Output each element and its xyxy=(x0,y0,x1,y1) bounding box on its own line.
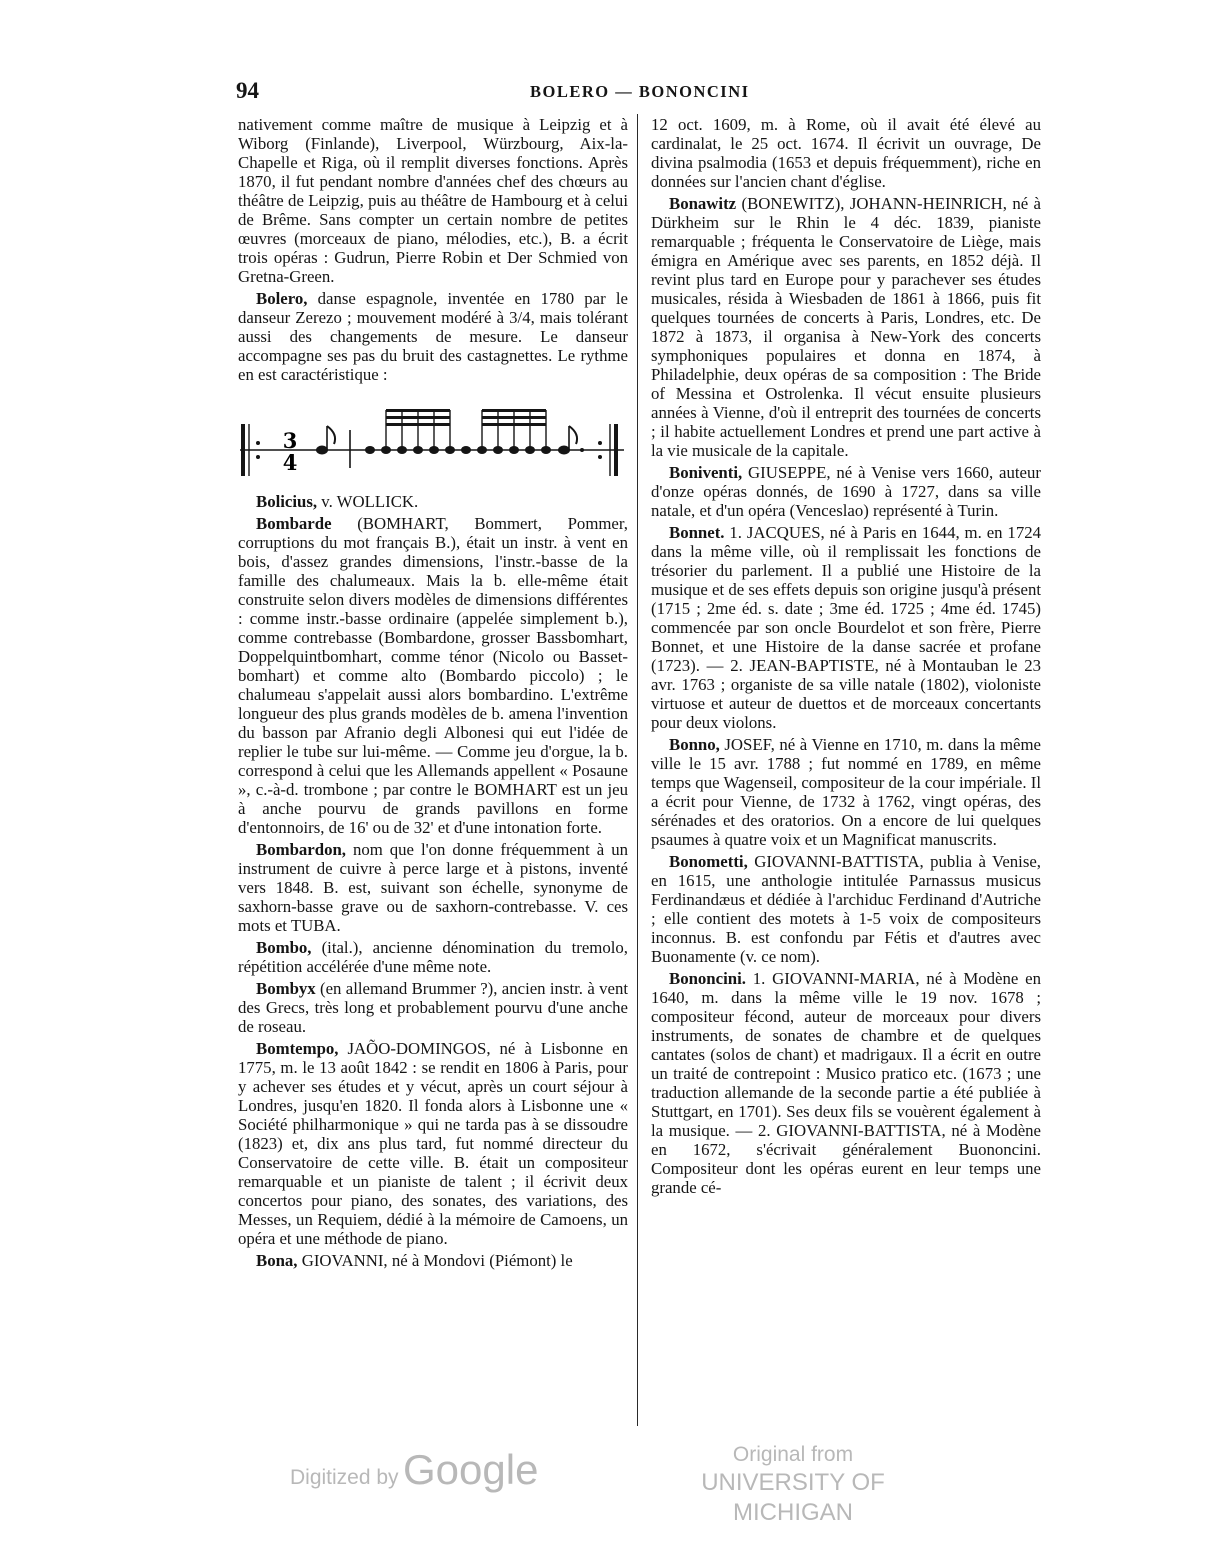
headword: Bombardon, xyxy=(256,840,346,859)
music-staff xyxy=(238,390,628,486)
entry-text: (ital.), ancienne dénomination du tremolo, répétition accélérée d'une même note. xyxy=(238,938,628,976)
entry-bombarde xyxy=(238,514,628,837)
digitization-footer xyxy=(0,1438,1207,1526)
headword: Bonno, xyxy=(669,735,720,754)
left-column xyxy=(238,115,628,1273)
sixteenth-note-group xyxy=(461,409,551,454)
entry-text: v. WOLLICK. xyxy=(317,492,419,511)
entry-bonometti xyxy=(651,852,1041,966)
time-signature-top: 3 xyxy=(282,428,298,453)
entry-boniventi xyxy=(651,463,1041,520)
source-library-watermark xyxy=(668,1442,918,1528)
column-divider xyxy=(637,114,638,1426)
digitized-by-watermark xyxy=(290,1446,538,1494)
entry-continuation xyxy=(238,115,628,286)
time-signature-bottom: 4 xyxy=(282,450,298,475)
headword: Boniventi, xyxy=(669,463,743,482)
entry-bononcini xyxy=(651,969,1041,1197)
entry-bombo xyxy=(238,938,628,976)
headword: Bomtempo, xyxy=(256,1039,339,1058)
original-from-label: Original from xyxy=(732,1443,854,1466)
sixteenth-note-group xyxy=(365,409,455,454)
entry-text: 12 oct. 1609, m. à Rome, où il avait été élevé au cardinalat, le 25 oct. 1674. Il écrivit un ouvrage, De divina psalmodia (1653 et depuis fréquemment), riche en données sur l'ancien chant d'église. xyxy=(651,115,1041,191)
entry-text: 1. JACQUES, né à Paris en 1644, m. en 1724 dans la même ville, où il remplissait les fonctions de trésorier du parlement. Il a publié une Histoire de la musique et de ses effets depuis son origine jusqu'à présent (1715 ; 2me éd. s. date ; 3me éd. 1725 ; 4me éd. 1745) commencée par son oncle Bourdelot et son frère, Pierre Bonnet, et une Histoire de la danse sacrée et profane (1723). — 2. JEAN-BAPTISTE, né à Montauban le 23 avr. 1763 ; organiste de sa ville natale (1802), violoniste virtuose et auteur de duettos et de morceaux concertants pour deux violons. xyxy=(651,523,1042,732)
entry-text: (BONEWITZ), JOHANN-HEINRICH, né à Dürkheim sur le Rhin le 4 déc. 1839, pianiste remarquable ; fréquenta le Conservatoire de Liège, mais émigra en Amérique avec ses parents, en 1852 déjà. Il revint plus tard en Europe pour y parachever ses études musicales, résida à Wiesbaden de 1861 à 1866, puis fit quelques tournées de concerts à Paris, Londres, etc. De 1872 à 1873, il organisa à New-York des concerts symphoniques populaires et donna en 1874, à Philadelphie, deux opéras de sa composition : The Bride of Messina et Ostrolenka. Il vécut ensuite plusieurs années à Vienne, d'où il entreprit des tournées de concerts ; il habite actuellement Londres et prend une part active à la vie musicale de la capitale. xyxy=(651,194,1041,460)
headword: Bombarde xyxy=(256,514,332,533)
headword: Bonometti, xyxy=(669,852,748,871)
page-number: 94 xyxy=(236,78,259,103)
entry-text: GIUSEPPE, né à Venise vers 1660, auteur d'onze opéras donnés, de 1690 à 1727, dans sa ville natale, et d'un opéra (Venceslao) représenté à Turin. xyxy=(651,463,1041,520)
headword: Bona, xyxy=(256,1251,298,1270)
headword: Bombyx xyxy=(256,979,316,998)
entry-bonno xyxy=(651,735,1041,849)
headword: Bolero, xyxy=(256,289,308,308)
digitized-label: Digitized by xyxy=(290,1466,399,1489)
entry-bombyx xyxy=(238,979,628,1036)
entry-text: 1. GIOVANNI-MARIA, né à Modène en 1640, m. dans la même ville le 19 nov. 1678 ; compositeur fécond, auteur de morceaux pour divers instruments, de sonates de chambre et de quelques cantates (solos de chant) et madrigaux. Il a écrit en outre un traité de contrepoint : Musico pratico etc. (1673 ; une traduction allemande de la seconde partie a été publiée à Stuttgart, en 1701). Ses deux fils se vouèrent également à la musique. — 2. GIOVANNI-BATTISTA, né à Modène en 1672, s'écrivait généralement Buononcini. Compositeur dont les opéras eurent en leur temps une grande cé- xyxy=(651,969,1041,1197)
entry-bonnet xyxy=(651,523,1041,732)
entry-text: JAÕO-DOMINGOS, né à Lisbonne en 1775, m. le 13 août 1842 : se rendit en 1806 à Paris, pour y achever ses études et y vécut, après un court séjour à Londres, jusqu'en 1820. Il fonda alors à Lisbonne une « Société philharmonique » qui ne tarda pas à se dissoudre (1823) et, dix ans plus tard, fut nommé directeur du Conservatoire de cette ville. B. était un compositeur remarquable et un pianiste de talent ; il écrivit deux concertos pour piano, des sonates, des variations, des Messes, un Requiem, dédié à la mémoire de Camoens, un opéra et une méthode de piano. xyxy=(238,1039,628,1248)
entry-bonawitz xyxy=(651,194,1041,460)
entry-text: nativement comme maître de musique à Leipzig et à Wiborg (Finlande), Liverpool, Würzbourg, Aix-la-Chapelle et Riga, où il remplit diverses fonctions. Après 1870, il fut pendant nombre d'années chef des chœurs au théâtre de Leipzig, puis au théâtre de Hambourg et à celui de Brême. Sans compter un certain nombre de petites œuvres (morceaux de piano, mélodies, etc.), B. a écrit trois opéras : Gudrun, Pierre Robin et Der Schmied von Gretna-Green. xyxy=(238,115,628,286)
entry-text: GIOVANNI, né à Mondovi (Piémont) le xyxy=(297,1251,573,1270)
right-column xyxy=(651,115,1041,1200)
entry-text: JOSEF, né à Vienne en 1710, m. dans la même ville le 15 avr. 1788 ; fut nommé en 1789, en même temps que Wagenseil, compositeur de la cour impériale. Il a écrit pour Vienne, de 1732 à 1762, vingt opéras, des sérénades et des oratorios. On a encore de lui quelques psaumes à quatre voix et un Magnificat manuscrits. xyxy=(651,735,1041,849)
entry-text: (en allemand Brummer ?), ancien instr. à vent des Grecs, très long et probablement pourvu d'une anche de roseau. xyxy=(238,979,628,1036)
google-logo: Google xyxy=(403,1446,539,1493)
entry-continuation xyxy=(651,115,1041,191)
rhythm-notation xyxy=(238,390,628,486)
headword: Bombo, xyxy=(256,938,312,957)
entry-text: nom que l'on donne fréquemment à un instrument de cuivre à perce large et à pistons, inventé vers 1848. B. est, suivant son échelle, synonyme de saxhorn-basse grave ou de saxhorn-contrebasse. V. ces mots et TUBA. xyxy=(238,840,628,935)
running-title: BOLERO — BONONCINI xyxy=(530,82,750,101)
headword: Bonawitz xyxy=(669,194,737,213)
entry-bolicius xyxy=(238,492,628,511)
running-head xyxy=(236,78,1042,106)
library-name: UNIVERSITY OF MICHIGAN xyxy=(701,1469,885,1526)
entry-bomtempo xyxy=(238,1039,628,1248)
headword: Bonnet. xyxy=(669,523,725,542)
entry-bombardon xyxy=(238,840,628,935)
entry-text: danse espagnole, inventée en 1780 par le danseur Zerezo ; mouvement modéré à 3/4, mais tolérant aussi des changements de mesure. Le danseur accompagne ses pas du bruit des castagnettes. Le rythme en est caractéristique : xyxy=(238,289,628,384)
entry-text: GIOVANNI-BATTISTA, publia à Venise, en 1615, une anthologie intitulée Parnassus musicus Ferdinandæus et dédiée à l'archiduc Ferdinand d'Autriche ; elle contient des motets à 1-5 voix de compositeurs inconnus. B. est confondu par Fétis et d'autres avec Buonamente (v. ce nom). xyxy=(651,852,1041,966)
entry-bona xyxy=(238,1251,628,1270)
entry-bolero xyxy=(238,289,628,384)
headword: Bononcini. xyxy=(669,969,746,988)
headword: Bolicius, xyxy=(256,492,318,511)
entry-text: (BOMHART, Bommert, Pommer, corruptions du mot français B.), était un instr. à vent en bois, d'assez grandes dimensions, l'instr.-basse de la famille des chalumeaux. Mais la b. elle-même était construite selon divers modèles de dimensions différentes : comme instr.-basse ordinaire (appelée simplement b.), comme contrebasse (Bombardone, grosser Bassbomhart, Doppelquintbomhart, comme ténor (Nicolo ou Basset-bomhart) et comme alto (Bombardo piccolo) ; le chalumeau s'appelait aussi alors bombardino. L'extrême longueur des plus grands modèles de b. amena l'invention du basson par Afranio degli Albonesi qui eut l'idée de replier le tube sur lui-même. — Comme jeu d'orgue, la b. correspond à celui que les Allemands appellent « Posaune », c.-à-d. trombone ; par contre le BOMHART est un jeu à anche pourvu de grands pavillons en forme d'entonnoirs, de 16' ou de 32' et d'une intonation forte. xyxy=(238,514,628,837)
